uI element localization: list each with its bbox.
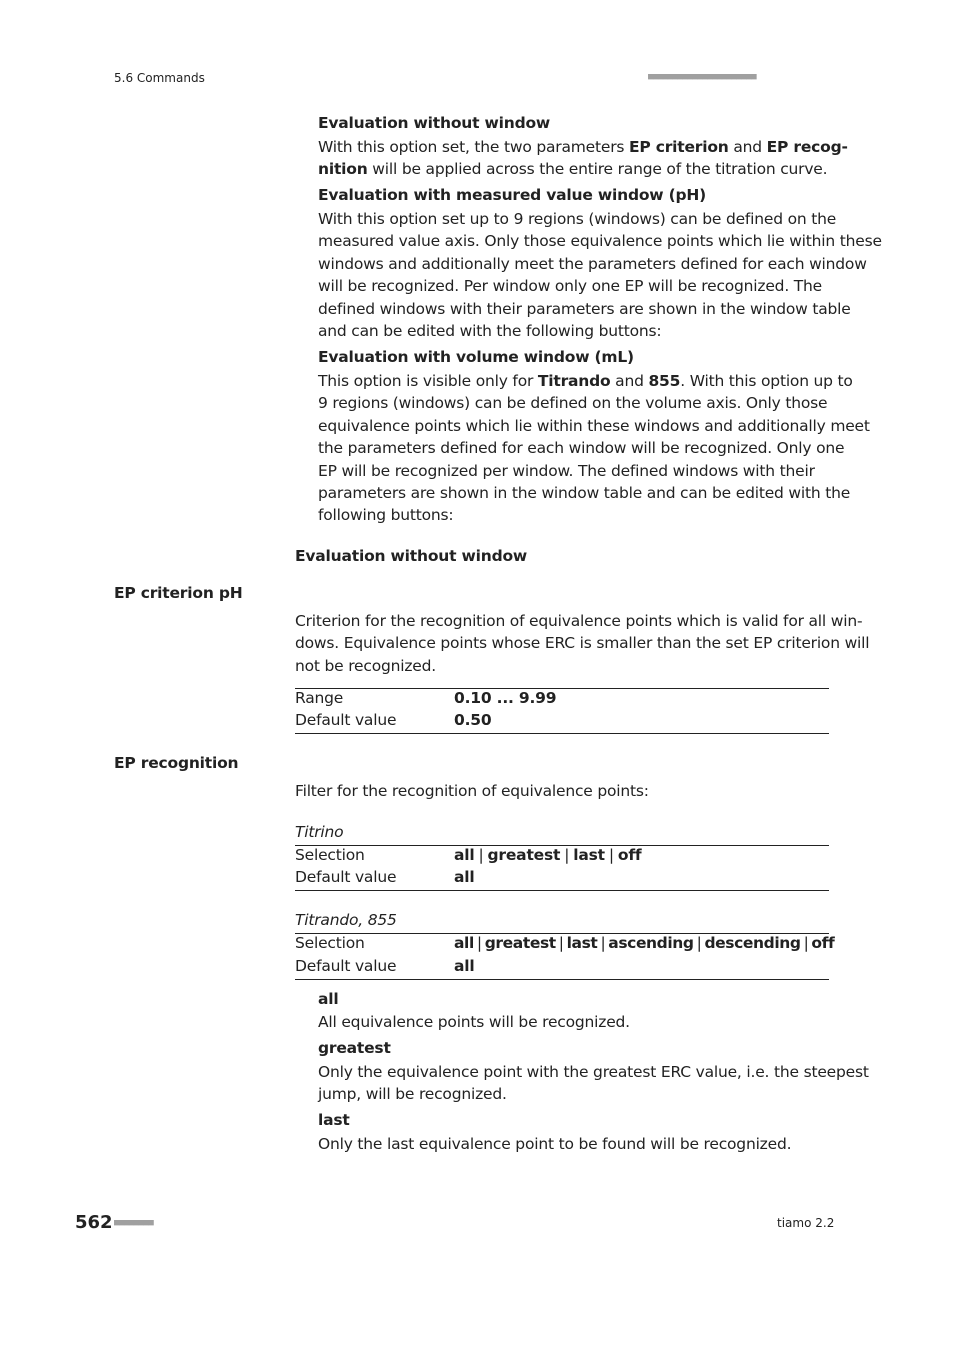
table-caption-titrino: Titrino	[295, 823, 344, 841]
param-label-ep-criterion: EP criterion pH	[114, 584, 243, 602]
definition-term-greatest: greatest	[318, 1039, 391, 1057]
definition-term-last: last	[318, 1111, 350, 1129]
definition-text-last: Only the last equivalence point to be found will be recognized.	[318, 1135, 792, 1153]
option-title-without-window: Evaluation without window	[318, 114, 551, 132]
param-desc-ep-criterion: Criterion for the recognition of equivalence points which is valid for all win- dows. Equivalence points whose ERC is smaller than the set EP criterion will not be recognized.	[295, 612, 870, 675]
table-key-default: Default value	[295, 711, 397, 729]
page-number: 562	[75, 1212, 113, 1233]
option-text-volume-window: This option is visible only for Titrando and 855. With this option up to 9 regions (windows) can be defined on the volume axis. Only those equivalence points which lie within these windows and additionally meet the parameters defined for each window will be recognized. Only one EP will be recognized per window. The defined windows with their parameters are shown in the window table and can be edited with the following buttons:	[318, 372, 870, 525]
titrino-value-selection: all | greatest | last | off	[454, 846, 642, 864]
titrino-key-selection: Selection	[295, 846, 365, 864]
option-title-measured-window: Evaluation with measured value window (pH)	[318, 186, 707, 204]
table-rule-bottom	[295, 733, 829, 734]
section-heading: Evaluation without window	[295, 547, 528, 565]
option-text-measured-window: With this option set up to 9 regions (windows) can be defined on the measured value axis. Only those equivalence points which lie within these windows and additionally meet the parameters defined for each window will be recognized. Per window only one EP will be recognized. The defined windows with their parameters are shown in the window table and can be edited with the following buttons:	[318, 210, 882, 341]
titrando-rule-bottom	[295, 979, 829, 980]
footer-dots: ■■■■■■■■	[114, 1218, 154, 1228]
table-caption-titrando: Titrando, 855	[295, 911, 397, 929]
titrando-value-selection: all | greatest | last | ascending | descending | off	[454, 934, 835, 952]
titrino-rule-bottom	[295, 890, 829, 891]
definition-text-greatest: Only the equivalence point with the greatest ERC value, i.e. the steepest jump, will be recognized.	[318, 1063, 869, 1104]
running-header-dots: ■■■■■■■■■■■■■■■■■■■■■■	[648, 72, 757, 82]
option-text-without-window: With this option set, the two parameters EP criterion and EP recog- nition will be applied across the entire range of the titration curve.	[318, 138, 848, 179]
table-value-default: 0.50	[454, 711, 492, 729]
option-title-volume-window: Evaluation with volume window (mL)	[318, 348, 634, 366]
titrando-key-default: Default value	[295, 957, 397, 975]
param-desc-ep-recognition: Filter for the recognition of equivalence points:	[295, 782, 649, 800]
table-rule-top	[295, 688, 829, 689]
titrando-value-default: all	[454, 957, 475, 975]
table-key-range: Range	[295, 689, 344, 707]
footer-product: tiamo 2.2	[777, 1216, 835, 1230]
definition-term-all: all	[318, 990, 339, 1008]
definition-text-all: All equivalence points will be recognized.	[318, 1013, 630, 1031]
titrando-key-selection: Selection	[295, 934, 365, 952]
titrino-key-default: Default value	[295, 868, 397, 886]
running-header-section: 5.6 Commands	[114, 71, 205, 85]
table-value-range: 0.10 ... 9.99	[454, 689, 557, 707]
param-label-ep-recognition: EP recognition	[114, 754, 239, 772]
titrino-value-default: all	[454, 868, 475, 886]
